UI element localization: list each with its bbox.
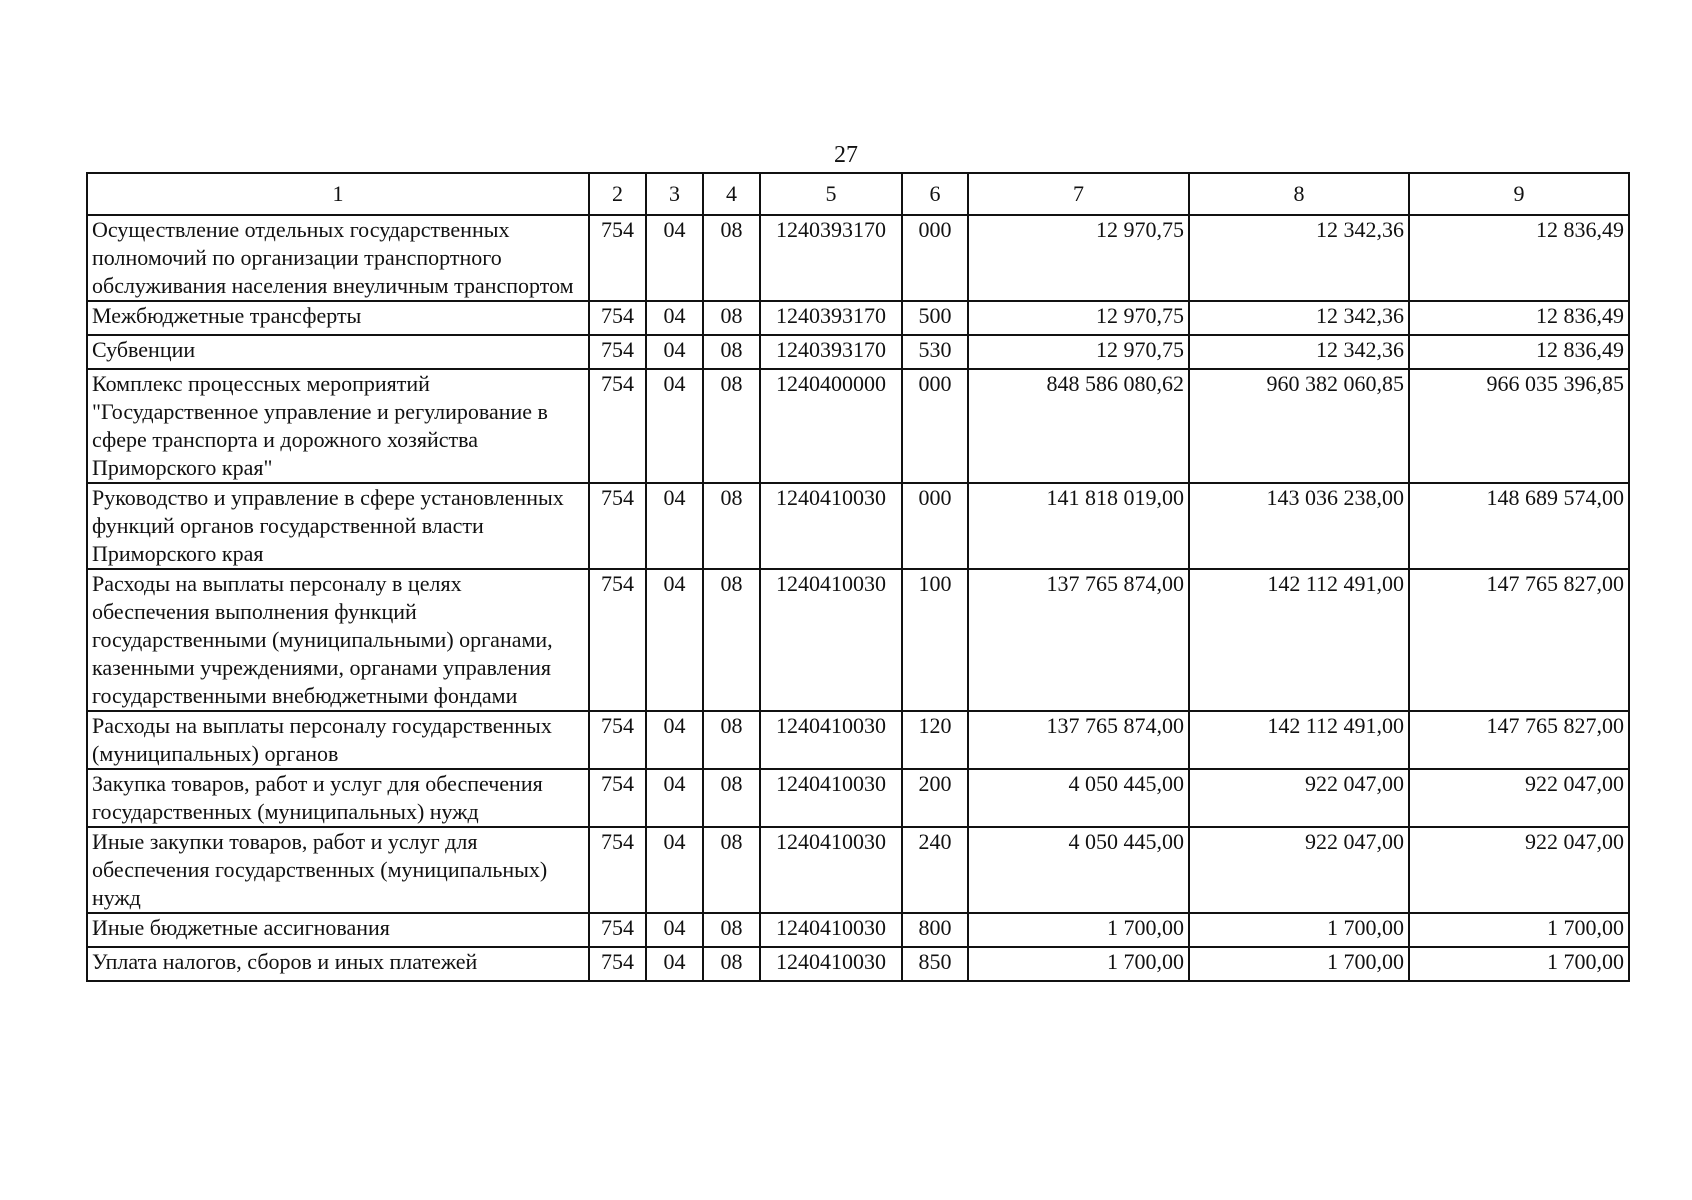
row-target-article: 1240410030 (760, 569, 902, 711)
row-ministry-code: 754 (589, 301, 646, 335)
row-amount-col7: 4 050 445,00 (968, 827, 1189, 913)
row-target-article: 1240410030 (760, 711, 902, 769)
table-row (87, 215, 1629, 301)
row-target-article: 1240393170 (760, 301, 902, 335)
row-amount-col7: 137 765 874,00 (968, 711, 1189, 769)
row-expense-type: 500 (902, 301, 968, 335)
row-expense-type: 240 (902, 827, 968, 913)
row-amount-col9: 966 035 396,85 (1409, 369, 1629, 483)
row-amount-col8: 922 047,00 (1189, 827, 1409, 913)
row-expense-type: 100 (902, 569, 968, 711)
row-expense-type: 000 (902, 483, 968, 569)
row-ministry-code: 754 (589, 913, 646, 947)
table-body (87, 215, 1629, 981)
row-amount-col7: 12 970,75 (968, 301, 1189, 335)
table-row (87, 369, 1629, 483)
row-target-article: 1240410030 (760, 483, 902, 569)
row-amount-col9: 147 765 827,00 (1409, 569, 1629, 711)
header-col-7: 7 (968, 173, 1189, 215)
row-name: Субвенции (87, 335, 589, 369)
row-expense-type: 800 (902, 913, 968, 947)
row-amount-col8: 12 342,36 (1189, 215, 1409, 301)
row-target-article: 1240410030 (760, 769, 902, 827)
header-col-4: 4 (703, 173, 760, 215)
table-row (87, 569, 1629, 711)
row-amount-col8: 142 112 491,00 (1189, 569, 1409, 711)
row-subsection-code: 08 (703, 827, 760, 913)
row-amount-col9: 12 836,49 (1409, 301, 1629, 335)
row-name: Иные закупки товаров, работ и услуг для обеспечения государственных (муниципальных) нужд (87, 827, 589, 913)
row-section-code: 04 (646, 483, 703, 569)
row-ministry-code: 754 (589, 369, 646, 483)
row-subsection-code: 08 (703, 369, 760, 483)
row-amount-col8: 922 047,00 (1189, 769, 1409, 827)
row-section-code: 04 (646, 769, 703, 827)
row-amount-col7: 137 765 874,00 (968, 569, 1189, 711)
table-row (87, 335, 1629, 369)
row-ministry-code: 754 (589, 335, 646, 369)
row-amount-col8: 1 700,00 (1189, 947, 1409, 981)
row-section-code: 04 (646, 215, 703, 301)
row-amount-col9: 12 836,49 (1409, 215, 1629, 301)
header-col-8: 8 (1189, 173, 1409, 215)
row-subsection-code: 08 (703, 483, 760, 569)
row-expense-type: 200 (902, 769, 968, 827)
row-ministry-code: 754 (589, 827, 646, 913)
row-name: Руководство и управление в сфере установленных функций органов государственной власти Приморского края (87, 483, 589, 569)
row-target-article: 1240400000 (760, 369, 902, 483)
row-amount-col7: 4 050 445,00 (968, 769, 1189, 827)
table-row (87, 827, 1629, 913)
row-subsection-code: 08 (703, 947, 760, 981)
row-amount-col9: 922 047,00 (1409, 769, 1629, 827)
row-section-code: 04 (646, 335, 703, 369)
header-col-3: 3 (646, 173, 703, 215)
row-ministry-code: 754 (589, 947, 646, 981)
row-amount-col9: 12 836,49 (1409, 335, 1629, 369)
header-col-5: 5 (760, 173, 902, 215)
row-amount-col8: 12 342,36 (1189, 301, 1409, 335)
row-section-code: 04 (646, 569, 703, 711)
row-target-article: 1240393170 (760, 335, 902, 369)
row-amount-col9: 148 689 574,00 (1409, 483, 1629, 569)
row-name: Иные бюджетные ассигнования (87, 913, 589, 947)
row-subsection-code: 08 (703, 913, 760, 947)
row-name: Осуществление отдельных государственных полномочий по организации транспортного обслуживания населения внеуличным транспортом (87, 215, 589, 301)
row-section-code: 04 (646, 913, 703, 947)
row-section-code: 04 (646, 947, 703, 981)
row-target-article: 1240393170 (760, 215, 902, 301)
row-subsection-code: 08 (703, 569, 760, 711)
budget-table (86, 172, 1630, 982)
row-target-article: 1240410030 (760, 827, 902, 913)
table-header (87, 173, 1629, 215)
row-expense-type: 000 (902, 369, 968, 483)
header-col-6: 6 (902, 173, 968, 215)
row-section-code: 04 (646, 711, 703, 769)
row-name: Уплата налогов, сборов и иных платежей (87, 947, 589, 981)
header-col-1: 1 (87, 173, 589, 215)
row-expense-type: 000 (902, 215, 968, 301)
row-amount-col9: 1 700,00 (1409, 913, 1629, 947)
table-row (87, 483, 1629, 569)
row-target-article: 1240410030 (760, 947, 902, 981)
row-name: Расходы на выплаты персоналу в целях обеспечения выполнения функций государственными (муниципальными) органами, казенными учреждениями, органами управления государственными внебюджетными фондами (87, 569, 589, 711)
table-row (87, 769, 1629, 827)
row-amount-col9: 922 047,00 (1409, 827, 1629, 913)
row-expense-type: 530 (902, 335, 968, 369)
row-subsection-code: 08 (703, 215, 760, 301)
row-ministry-code: 754 (589, 215, 646, 301)
row-amount-col9: 1 700,00 (1409, 947, 1629, 981)
row-amount-col9: 147 765 827,00 (1409, 711, 1629, 769)
table-row (87, 711, 1629, 769)
row-amount-col8: 12 342,36 (1189, 335, 1409, 369)
row-ministry-code: 754 (589, 569, 646, 711)
table-row (87, 301, 1629, 335)
row-amount-col7: 1 700,00 (968, 947, 1189, 981)
row-amount-col8: 143 036 238,00 (1189, 483, 1409, 569)
header-col-9: 9 (1409, 173, 1629, 215)
table-row (87, 913, 1629, 947)
row-amount-col8: 142 112 491,00 (1189, 711, 1409, 769)
row-section-code: 04 (646, 827, 703, 913)
row-amount-col7: 12 970,75 (968, 335, 1189, 369)
row-name: Закупка товаров, работ и услуг для обеспечения государственных (муниципальных) нужд (87, 769, 589, 827)
row-subsection-code: 08 (703, 711, 760, 769)
row-expense-type: 850 (902, 947, 968, 981)
row-expense-type: 120 (902, 711, 968, 769)
row-ministry-code: 754 (589, 769, 646, 827)
row-subsection-code: 08 (703, 769, 760, 827)
row-subsection-code: 08 (703, 335, 760, 369)
row-name: Расходы на выплаты персоналу государственных (муниципальных) органов (87, 711, 589, 769)
row-amount-col8: 1 700,00 (1189, 913, 1409, 947)
row-amount-col7: 848 586 080,62 (968, 369, 1189, 483)
page-number: 27 (834, 142, 858, 168)
header-col-2: 2 (589, 173, 646, 215)
header-row (87, 173, 1629, 215)
table-row (87, 947, 1629, 981)
row-section-code: 04 (646, 369, 703, 483)
row-name: Межбюджетные трансферты (87, 301, 589, 335)
row-amount-col7: 141 818 019,00 (968, 483, 1189, 569)
row-amount-col7: 1 700,00 (968, 913, 1189, 947)
row-ministry-code: 754 (589, 483, 646, 569)
row-amount-col7: 12 970,75 (968, 215, 1189, 301)
row-ministry-code: 754 (589, 711, 646, 769)
row-name: Комплекс процессных мероприятий "Государственное управление и регулирование в сфере транспорта и дорожного хозяйства Приморского края" (87, 369, 589, 483)
row-amount-col8: 960 382 060,85 (1189, 369, 1409, 483)
row-section-code: 04 (646, 301, 703, 335)
row-subsection-code: 08 (703, 301, 760, 335)
row-target-article: 1240410030 (760, 913, 902, 947)
